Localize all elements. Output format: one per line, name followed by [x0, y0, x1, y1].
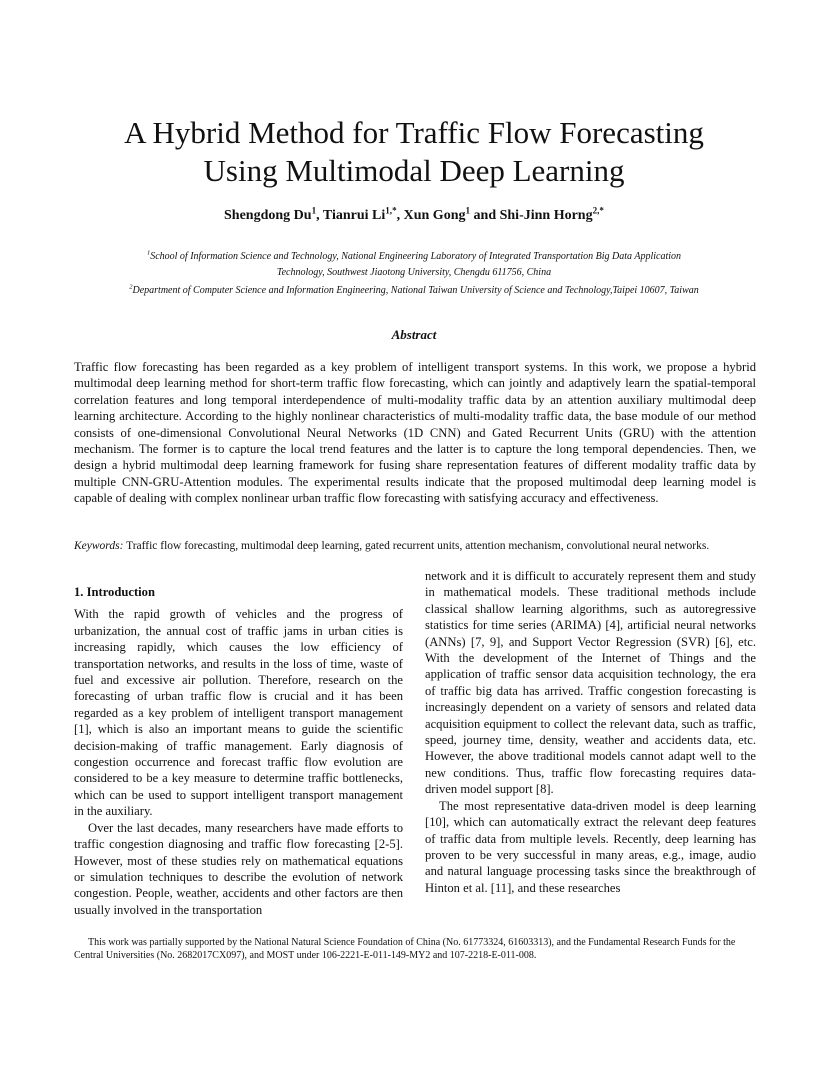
- author-name: Xun Gong: [403, 208, 466, 223]
- paper-title: [40, 114, 788, 190]
- body-paragraph: network and it is difficult to accurately represent them and study in mathematical models. These traditional methods include classical shallow learning algorithms, such as autoregressive statistics for time series (ARIMA) [4], artificial neural networks (ANNs) [7, 9], and Support Vector Regression (SVR) [6], etc. With the development of the Internet of Things and the application of traffic sensor data acquisition technology, the era of traffic big data has arrived. Traffic congestion forecasting is increasingly dependent on a variety of sensors and related data acquisition equipment to collect the relevant data, such as traffic, speed, journey time, density, weather and accidents data, etc. However, the above traditional models cannot adapt well to the new conditions. Thus, traffic flow forecasting requires data-driven model support [8].: [425, 569, 756, 797]
- affiliation-mark: 1: [146, 249, 151, 257]
- body-paragraph: The most representative data-driven model is deep learning [10], which can automatically extract the relevant deep features of traffic data from multiple levels. Recently, deep learning has proven to be very successful in many areas, e.g., image, audio and natural language processing tasks since the breakthrough of Hinton et al. [11], and these researches: [425, 798, 756, 895]
- author-separator: ,: [396, 208, 404, 223]
- keywords-line: [74, 539, 756, 554]
- author-affil-mark: 1,*: [385, 205, 397, 216]
- author-affil-mark: 1: [311, 205, 317, 216]
- affiliation-line: Technology, Southwest Jiaotong University, Chengdu 611756, China: [276, 267, 552, 278]
- title-line-2: Using Multimodal Deep Learning: [203, 153, 625, 188]
- right-column: [425, 568, 756, 896]
- keywords-label: Keywords:: [74, 540, 124, 552]
- body-paragraph: Over the last decades, many researchers have made efforts to traffic congestion diagnosing and traffic flow forecasting [2-5]. However, most of these studies rely on mathematical equations or simulation techniques to describe the evolution of network congestion. People, weather, accidents and other factors are then usually involved in the transportation: [74, 820, 403, 917]
- affiliation-line: School of Information Science and Technology, National Engineering Laboratory of Integrated Transportation Big Data Application: [150, 251, 682, 262]
- author-separator: and: [470, 208, 500, 223]
- author-separator: ,: [316, 208, 323, 223]
- abstract-body: Traffic flow forecasting has been regarded as a key problem of intelligent transport systems. In this work, we propose a hybrid multimodal deep learning method for short-term traffic flow forecasting, which can jointly and adaptively learn the spatial-temporal correlation features and long temporal interdependence of multi-modality traffic data by an attention auxiliary multimodal deep learning architecture. According to the highly nonlinear characteristics of multi-modality traffic data, the base module of our method consists of one-dimensional Convolutional Neural Networks (1D CNN) and Gated Recurrent Units (GRU) with the attention mechanism. The former is to capture the local trend features and the latter is to capture the long temporal dependencies. Then, we design a hybrid multimodal deep learning framework for fusing share representation features of different modality traffic data by multiple CNN-GRU-Attention modules. The experimental results indicate that the proposed multimodal deep learning model is capable of dealing with complex nonlinear urban traffic flow forecasting with satisfying accuracy and effectiveness.: [74, 360, 756, 506]
- abstract-heading: Abstract: [391, 327, 437, 342]
- author-name: Tianrui Li: [322, 208, 386, 223]
- left-column: [74, 584, 403, 918]
- author-name: Shengdong Du: [224, 208, 312, 223]
- affiliation-line: Department of Computer Science and Information Engineering, National Taiwan University of Science and Technology,Taipei 10607, Taiwan: [132, 285, 699, 296]
- author-list: [40, 205, 788, 224]
- title-line-1: A Hybrid Method for Traffic Flow Forecasting: [124, 115, 704, 150]
- affiliation-2: [40, 283, 788, 299]
- author-affil-mark: 1: [465, 205, 471, 216]
- keywords-text: Traffic flow forecasting, multimodal deep learning, gated recurrent units, attention mechanism, convolutional neural networks.: [123, 540, 710, 552]
- affiliation-mark: 2: [129, 283, 133, 291]
- body-paragraph: With the rapid growth of vehicles and the progress of urbanization, the annual cost of traffic jams in urban cities is increasing rapidly, which causes the low efficiency of transportation networks, and results in the loss of time, waste of fuel and excessive air pollution. Therefore, research on the forecasting of urban traffic flow is crucial and it has been regarded as a key problem of intelligent transport management [1], which is also an important means to guide the scientific decision-making of traffic management. Early diagnosis of congestion occurrence and forecast traffic flow evolution are considered to be a key measure to determine traffic bottlenecks, which can be used to support intelligent transport management in the auxiliary.: [74, 607, 403, 819]
- author-name: Shi-Jinn Horng: [499, 208, 593, 223]
- affiliation-1: [40, 249, 788, 281]
- funding-footnote: This work was partially supported by the National Natural Science Foundation of China (No. 61773324, 61603313), and the Fundamental Research Funds for the Central Universities (No. 2682017CX097), and MOST under 106-2221-E-011-149-MY2 and 107-2218-E-011-008.: [74, 937, 736, 961]
- author-affil-mark: 2,*: [592, 205, 604, 216]
- section-heading: 1. Introduction: [74, 585, 155, 599]
